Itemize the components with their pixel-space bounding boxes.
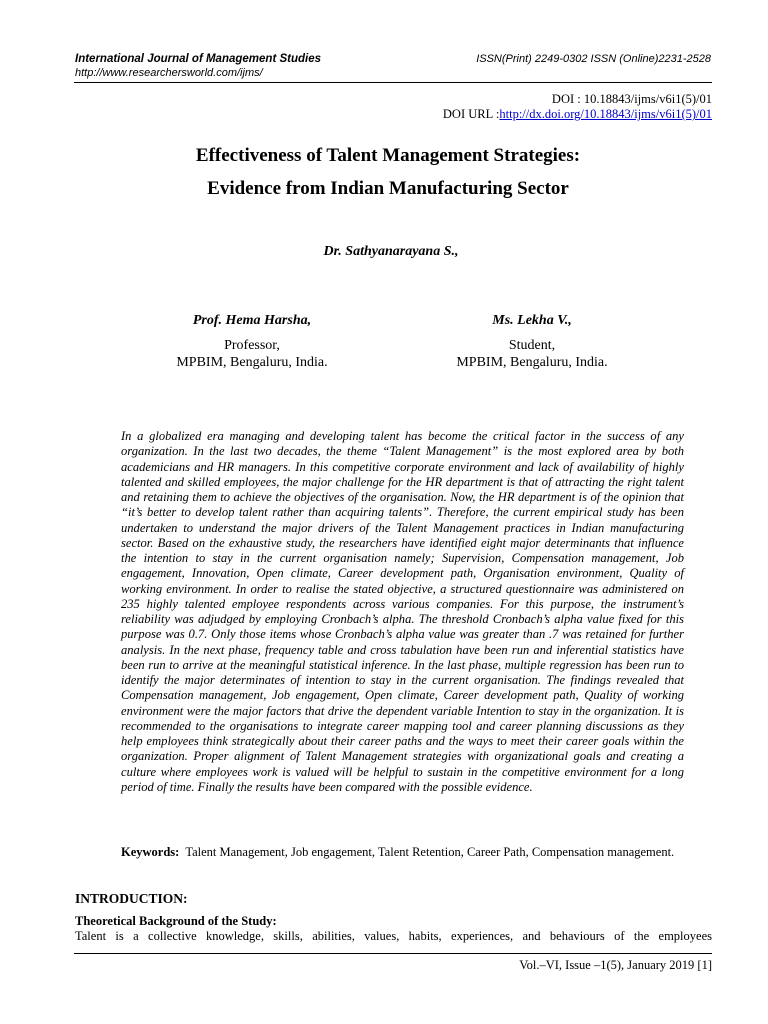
doi-url-link[interactable]: http://dx.doi.org/10.18843/ijms/v6i1(5)/01: [499, 107, 712, 121]
footer-issue: Vol.–VI, Issue –1(5), January 2019 [1]: [519, 958, 712, 972]
journal-name: International Journal of Management Studies: [75, 53, 322, 65]
main-author: Dr. Sathyanarayana S.,: [323, 244, 459, 259]
coauthor-role: Student,: [508, 338, 556, 353]
coauthor-affiliation: MPBIM, Bengaluru, India.: [176, 355, 328, 370]
paper-title-line-1: Effectiveness of Talent Management Strategies:: [195, 145, 581, 166]
coauthor-name: Prof. Hema Harsha,: [192, 313, 312, 328]
coauthor-name: Ms. Lekha V.,: [492, 313, 572, 328]
keywords-label: Keywords:: [121, 845, 180, 859]
keywords-text: Talent Management, Job engagement, Talent Retention, Career Path, Compensation management.: [185, 845, 675, 859]
introduction-heading: INTRODUCTION:: [75, 891, 188, 906]
section-subheading: Theoretical Background of the Study:: [75, 914, 277, 928]
header-divider: [74, 82, 712, 83]
coauthor-role: Professor,: [224, 338, 280, 353]
footer-divider: [74, 953, 712, 954]
journal-url: http://www.researchersworld.com/ijms/: [75, 67, 263, 79]
coauthor-block: [102, 312, 402, 371]
paper-title-line-2: Evidence from Indian Manufacturing Sector: [207, 178, 569, 199]
abstract-text: In a globalized era managing and developing talent has become the critical factor in the success of any organization. In the last two decades, the theme “Talent Management” is the most explored area by both academicians and HR managers. In this competitive corporate environment and lack of availability of highly talented and skilled employees, the major challenge for the HR department is that of attracting the right talent and retaining them to achieve the objectives of the organisation. Now, the HR department is of the opinion that “it’s better to develop talent rather than acquiring talents”. Therefore, the current empirical study has been undertaken to understand the major drivers of the Talent Management practices in Indian manufacturing sector. Based on the exhaustive study, the researchers have identified eight major determinants that influence the intention to stay in the current organisation namely; Supervision, Compensation management, Job engagement, Innovation, Open climate, Career development path, Organisation environment, Quality of working environment. In order to realise the stated objective, a structured questionnaire was administered on 235 highly talented employee respondents across various companies. For this purpose, the instrument’s reliability was adjudged by employing Cronbach’s alpha. The threshold Cronbach’s alpha value fixed for this purpose was 0.7. Only those items whose Cronbach’s alpha value was greater than .7 was retained for further analysis. In the next phase, frequency table and cross tabulation have been run and inferential statistics have been run to arrive at the meaningful statistical inference. In the last phase, multiple regression has been run to identify the major determinates of intention to stay in the current organisation. The findings revealed that Compensation management, Job engagement, Open climate, Career development path, Quality of working environment were the major factors that drive the dependent variable Intention to stay in the organization. It is recommended to the organisations to integrate career mapping tool and career planning discussions as they help employees think strategically about their career paths and the ways to meet their career goals within the organization. Proper alignment of Talent Management strategies with organizational goals and creating a culture where employees work is valued will be helpful to sustain in the competitive environment for a long period of time. Finally the results have been compared with the possible evidence.: [121, 429, 684, 794]
body-text: Talent is a collective knowledge, skills, abilities, values, habits, experiences, and behaviours of the employees: [75, 929, 712, 943]
doi-url-label: DOI URL :: [442, 107, 500, 121]
coauthor-affiliation: MPBIM, Bengaluru, India.: [456, 355, 608, 370]
journal-issn: ISSN(Print) 2249-0302 ISSN (Online)2231-2528: [476, 53, 711, 65]
doi-url-line: [443, 107, 712, 122]
doi-text: DOI : 10.18843/ijms/v6i1(5)/01: [551, 92, 712, 106]
coauthor-block: [382, 312, 682, 371]
keywords-block: [121, 845, 684, 860]
